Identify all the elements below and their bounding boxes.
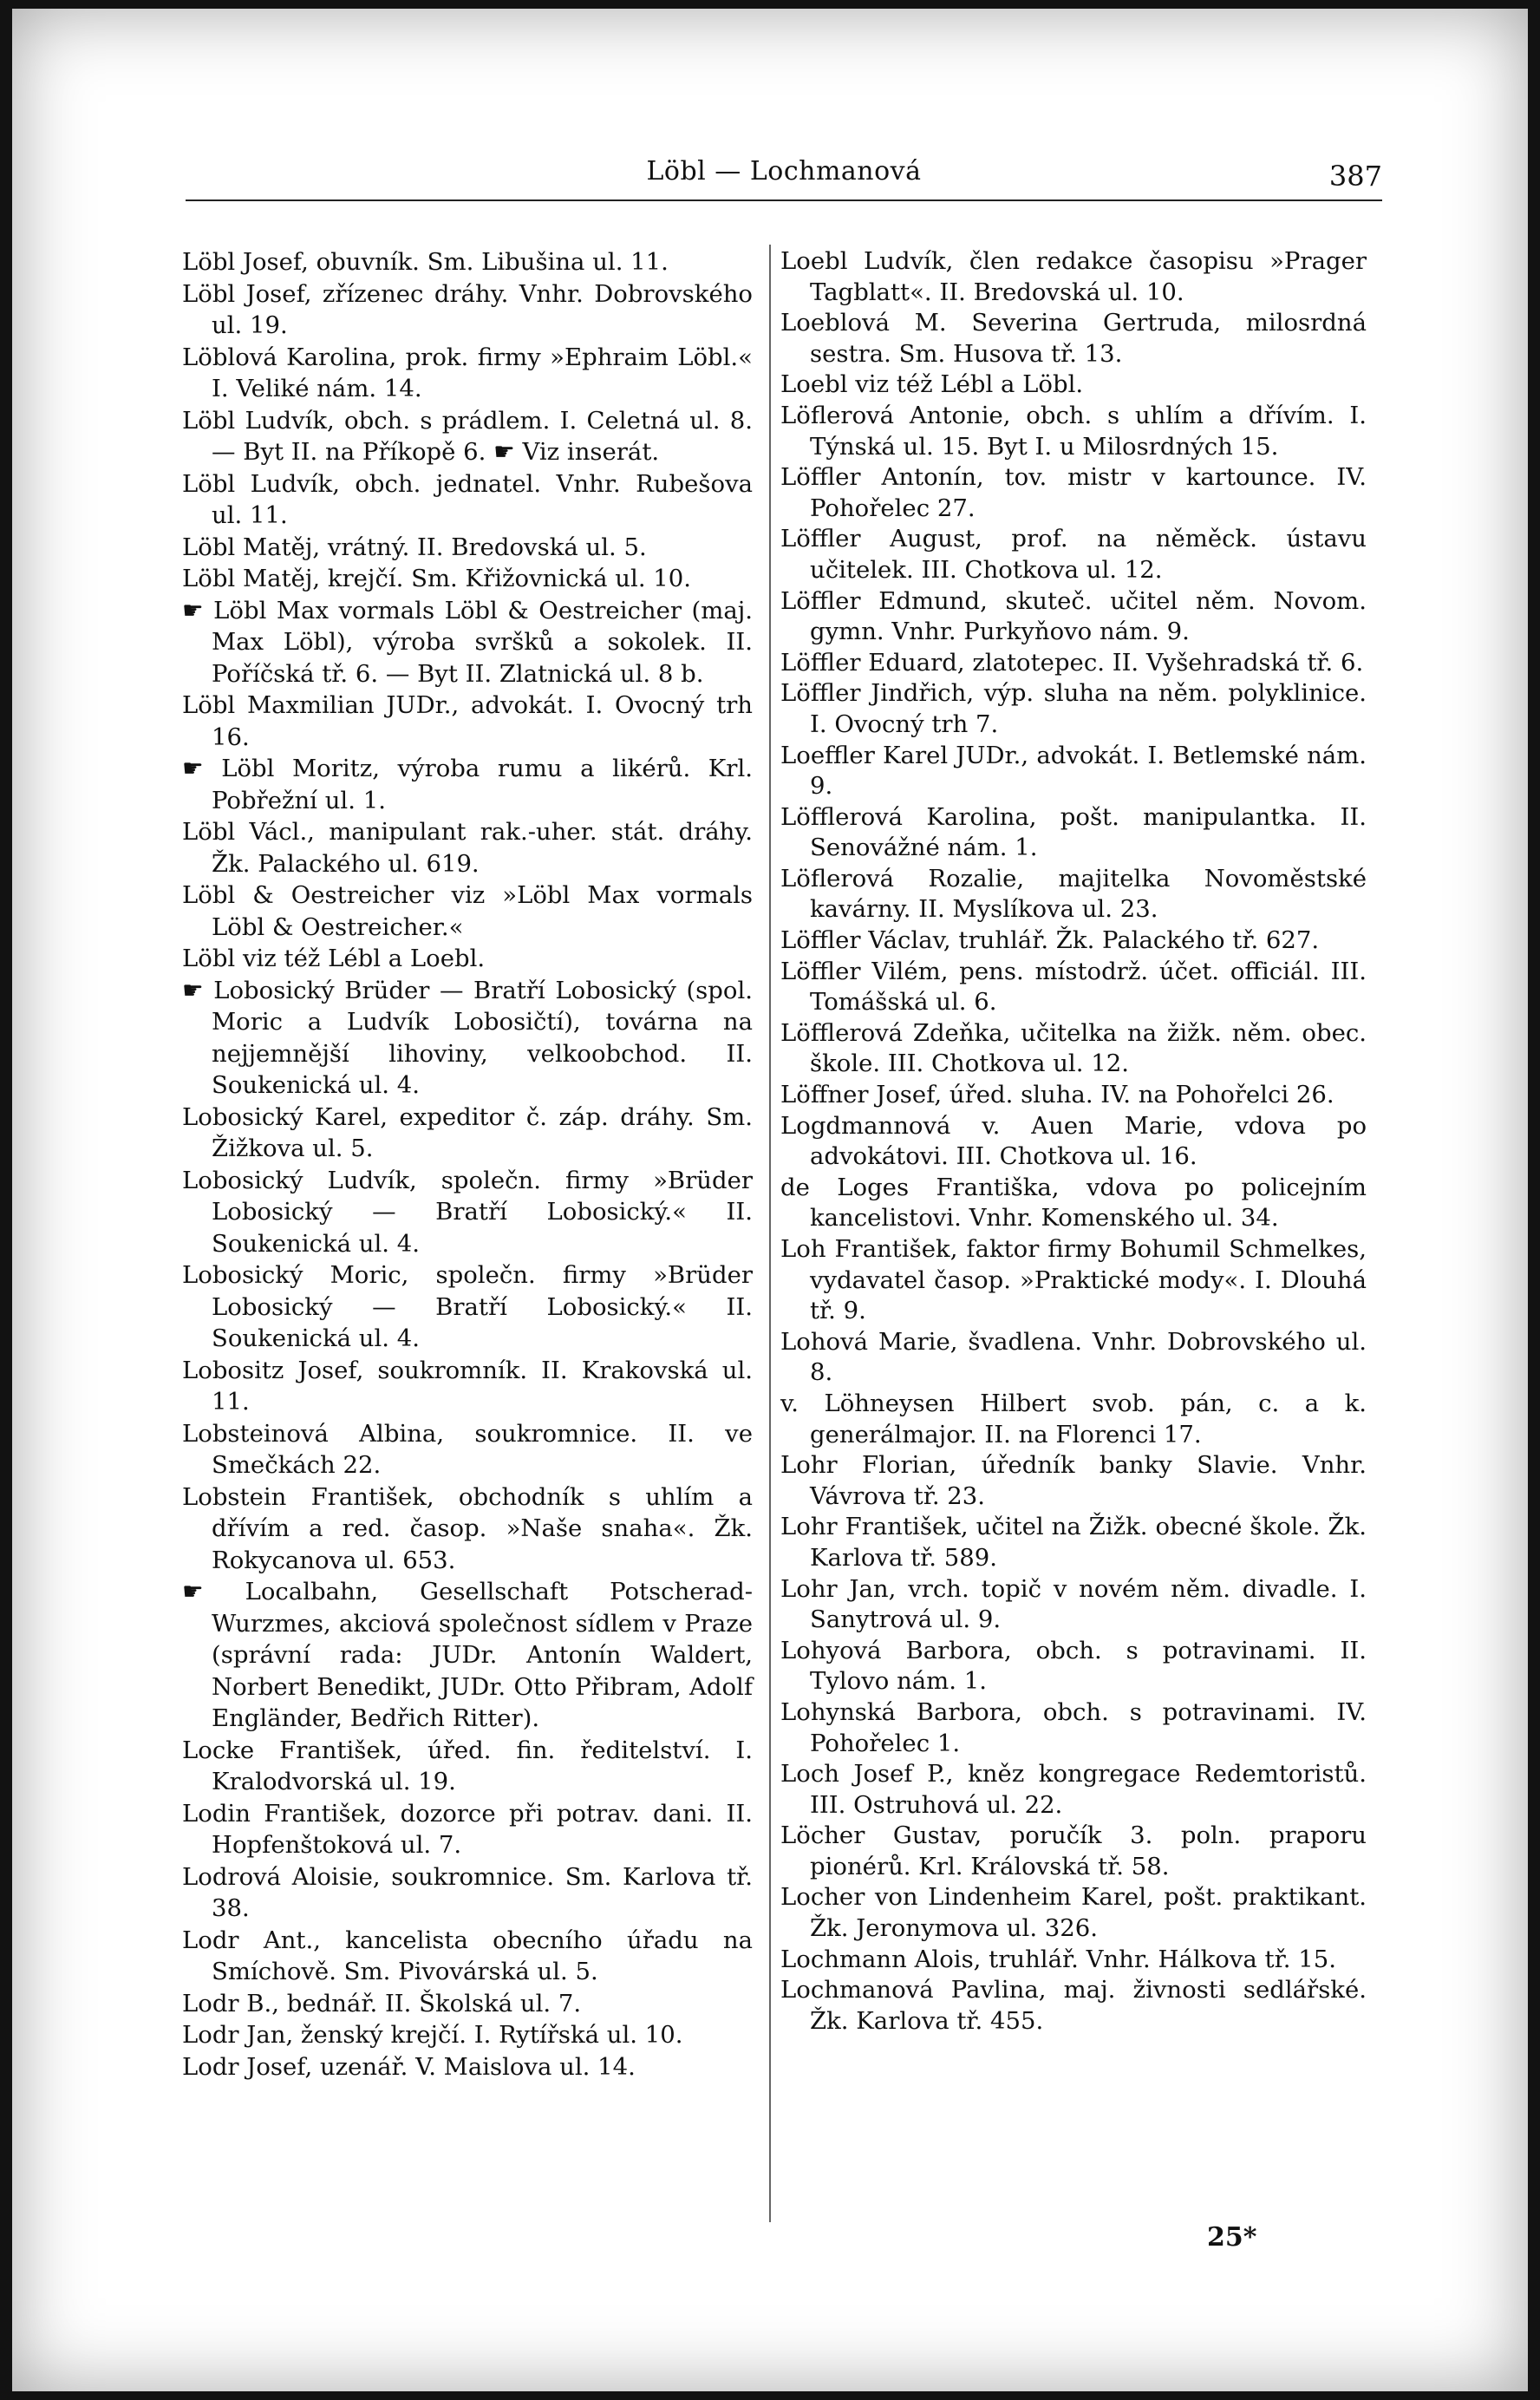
directory-entry: Löfflerová Karolina, pošt. manipulantka. II. Senovážné nám. 1.	[780, 802, 1367, 862]
directory-entry: Loebl Ludvík, člen redakce časopisu »Prager Tagblatt«. II. Bredovská ul. 10.	[780, 247, 1367, 306]
directory-entry: Lobsteinová Albina, soukromnice. II. ve Smečkách 22.	[182, 1419, 753, 1479]
directory-entry: ☛ Löbl Moritz, výroba rumu a likérů. Krl. Pobřežní ul. 1.	[182, 755, 753, 814]
directory-entry: Löbl Václ., manipulant rak.-uher. stát. dráhy. Žk. Palackého ul. 619.	[182, 818, 753, 878]
directory-entry: Löflerová Rozalie, majitelka Novoměstské kavárny. II. Myslíkova ul. 23.	[780, 864, 1367, 924]
directory-entry: Loeffler Karel JUDr., advokát. I. Betlemské nám. 9.	[780, 741, 1367, 801]
directory-entry: Löbl & Oestreicher viz »Löbl Max vormals Löbl & Oestreicher.«	[182, 881, 753, 941]
directory-entry: Löffler Edmund, skuteč. učitel něm. Novom. gymn. Vnhr. Purkyňovo nám. 9.	[780, 586, 1367, 646]
directory-entry: Löffler Vilém, pens. místodrž. účet. officiál. III. Tomášská ul. 6.	[780, 957, 1367, 1017]
directory-entry: Lodr Ant., kancelista obecního úřadu na Smíchově. Sm. Pivovárská ul. 5.	[182, 1926, 753, 1985]
directory-entry: Löflerová Antonie, obch. s uhlím a dřívím. I. Týnská ul. 15. Byt I. u Milosrdných 15.	[780, 401, 1367, 461]
directory-entry: Löblová Karolina, prok. firmy »Ephraim Löbl.« I. Veliké nám. 14.	[182, 343, 753, 402]
directory-entry: Lobosický Ludvík, společn. firmy »Brüder Lobosický — Bratří Lobosický.« II. Soukenická ul. 4.	[182, 1166, 753, 1258]
directory-entry: Löcher Gustav, poručík 3. poln. praporu pionérů. Krl. Královská tř. 58.	[780, 1821, 1367, 1880]
directory-entry: Löffner Josef, úřed. sluha. IV. na Pohořelci 26.	[780, 1081, 1334, 1109]
directory-entry: ☛ Localbahn, Gesellschaft Potscherad-Wurzmes, akciová společnost sídlem v Praze (správní rada: JUDr. Antonín Waldert, Norbert Benedikt, JUDr. Otto Přibram, Adolf Engländer, Bedřich Ritter).	[182, 1578, 753, 1732]
directory-entry: Lohová Marie, švadlena. Vnhr. Dobrovského ul. 8.	[780, 1327, 1367, 1387]
directory-entry: Locke František, úřed. fin. ředitelství. I. Kralodvorská ul. 19.	[182, 1736, 753, 1795]
directory-entry: Löbl Matěj, krejčí. Sm. Křižovnická ul. 10.	[182, 565, 692, 592]
directory-entry: Löbl Ludvík, obch. s prádlem. I. Celetná ul. 8. — Byt II. na Příkopě 6. ☛ Viz inserát.	[182, 406, 753, 466]
directory-entry: Lohyová Barbora, obch. s potravinami. II. Tylovo nám. 1.	[780, 1636, 1367, 1696]
directory-entry: de Loges Františka, vdova po policejním kancelistovi. Vnhr. Komenského ul. 34.	[780, 1173, 1367, 1233]
directory-entry: Loch Josef P., kněz kongregace Redemtoristů. III. Ostruhová ul. 22.	[780, 1760, 1367, 1819]
page-header	[186, 156, 1382, 201]
directory-entry: Lodr Jan, ženský krejčí. I. Rytířská ul. 10.	[182, 2021, 683, 2049]
directory-entry: Löffler Eduard, zlatotepec. II. Vyšehradská tř. 6.	[780, 648, 1364, 677]
directory-entry: Loeblová M. Severina Gertruda, milosrdná sestra. Sm. Husova tř. 13.	[780, 309, 1367, 368]
directory-entry: v. Löhneysen Hilbert svob. pán, c. a k. generálmajor. II. na Florenci 17.	[780, 1389, 1367, 1449]
directory-entry: Löbl Maxmilian JUDr., advokát. I. Ovocný trh 16.	[182, 691, 753, 751]
directory-entry: Loebl viz též Lébl a Löbl.	[780, 370, 1084, 399]
directory-entry: Lodrová Aloisie, soukromnice. Sm. Karlova tř. 38.	[182, 1862, 753, 1922]
directory-entry: Loh František, faktor firmy Bohumil Schmelkes, vydavatel časop. »Praktické mody«. I. Dlouhá tř. 9.	[780, 1235, 1367, 1325]
right-column	[780, 246, 1367, 2037]
column-divider	[769, 245, 771, 2222]
directory-entry: Löbl Josef, zřízenec dráhy. Vnhr. Dobrovského ul. 19.	[182, 279, 753, 339]
directory-entry: Lobosický Moric, společn. firmy »Brüder Lobosický — Bratří Lobosický.« II. Soukenická ul. 4.	[182, 1261, 753, 1352]
directory-entry: Lodin František, dozorce při potrav. dani. II. Hopfenštoková ul. 7.	[182, 1799, 753, 1859]
directory-entry: Löbl viz též Lébl a Loebl.	[182, 945, 486, 972]
directory-entry: ☛ Löbl Max vormals Löbl & Oestreicher (maj. Max Löbl), výroba svršků a sokolek. II. Poříčská tř. 6. — Byt II. Zlatnická ul. 8 b.	[182, 596, 753, 688]
directory-entry: Lodr Josef, uzenář. V. Maislova ul. 14.	[182, 2052, 636, 2081]
directory-entry: Lobstein František, obchodník s uhlím a dřívím a red. časop. »Naše snaha«. Žk. Rokycanova ul. 653.	[182, 1482, 753, 1574]
left-column	[182, 246, 753, 2083]
directory-entry: Löbl Josef, obuvník. Sm. Libušina ul. 11.	[182, 248, 669, 276]
directory-entry: Lohr František, učitel na Žižk. obecné škole. Žk. Karlova tř. 589.	[780, 1513, 1367, 1572]
directory-entry: Lobositz Josef, soukromník. II. Krakovská ul. 11.	[182, 1356, 753, 1416]
directory-entry: Locher von Lindenheim Karel, pošt. praktikant. Žk. Jeronymova ul. 326.	[780, 1883, 1367, 1943]
directory-entry: Lodr B., bednář. II. Školská ul. 7.	[182, 1989, 582, 2017]
directory-entry: Lobosický Karel, expeditor č. záp. dráhy. Sm. Žižkova ul. 5.	[182, 1102, 753, 1162]
directory-entry: ☛ Lobosický Brüder — Bratří Lobosický (spol. Moric a Ludvík Lobosičtí), továrna na nejjemnější lihoviny, velkoobchod. II. Soukenická ul. 4.	[182, 976, 753, 1099]
directory-entry: Lohr Jan, vrch. topič v novém něm. divadle. I. Sanytrová ul. 9.	[780, 1574, 1367, 1634]
directory-entry: Lochmann Alois, truhlář. Vnhr. Hálkova tř. 15.	[780, 1945, 1336, 1973]
directory-entry: Löffler August, prof. na něměck. ústavu učitelek. III. Chotkova ul. 12.	[780, 525, 1367, 584]
directory-entry: Lohynská Barbora, obch. s potravinami. IV. Pohořelec 1.	[780, 1697, 1367, 1757]
directory-entry: Lochmanová Pavlina, maj. živnosti sedlářské. Žk. Karlova tř. 455.	[780, 1976, 1367, 2035]
running-title: Löbl — Lochmanová	[646, 156, 922, 186]
printer-signature: 25*	[1207, 2222, 1257, 2253]
directory-entry: Löfflerová Zdeňka, učitelka na žižk. něm. obec. škole. III. Chotkova ul. 12.	[780, 1018, 1367, 1078]
directory-entry: Löffler Antonín, tov. mistr v kartounce. IV. Pohořelec 27.	[780, 463, 1367, 522]
directory-entry: Löbl Ludvík, obch. jednatel. Vnhr. Rubešova ul. 11.	[182, 469, 753, 529]
directory-entry: Löbl Matěj, vrátný. II. Bredovská ul. 5.	[182, 533, 647, 561]
page-number: 387	[1328, 160, 1382, 193]
directory-entry: Lohr Florian, úředník banky Slavie. Vnhr. Vávrova tř. 23.	[780, 1451, 1367, 1510]
directory-entry: Löffler Václav, truhlář. Žk. Palackého tř. 627.	[780, 926, 1320, 955]
directory-page	[12, 9, 1528, 2391]
directory-entry: Logdmannová v. Auen Marie, vdova po advokátovi. III. Chotkova ul. 16.	[780, 1111, 1367, 1171]
directory-entry: Löffler Jindřich, výp. sluha na něm. polyklinice. I. Ovocný trh 7.	[780, 679, 1367, 738]
